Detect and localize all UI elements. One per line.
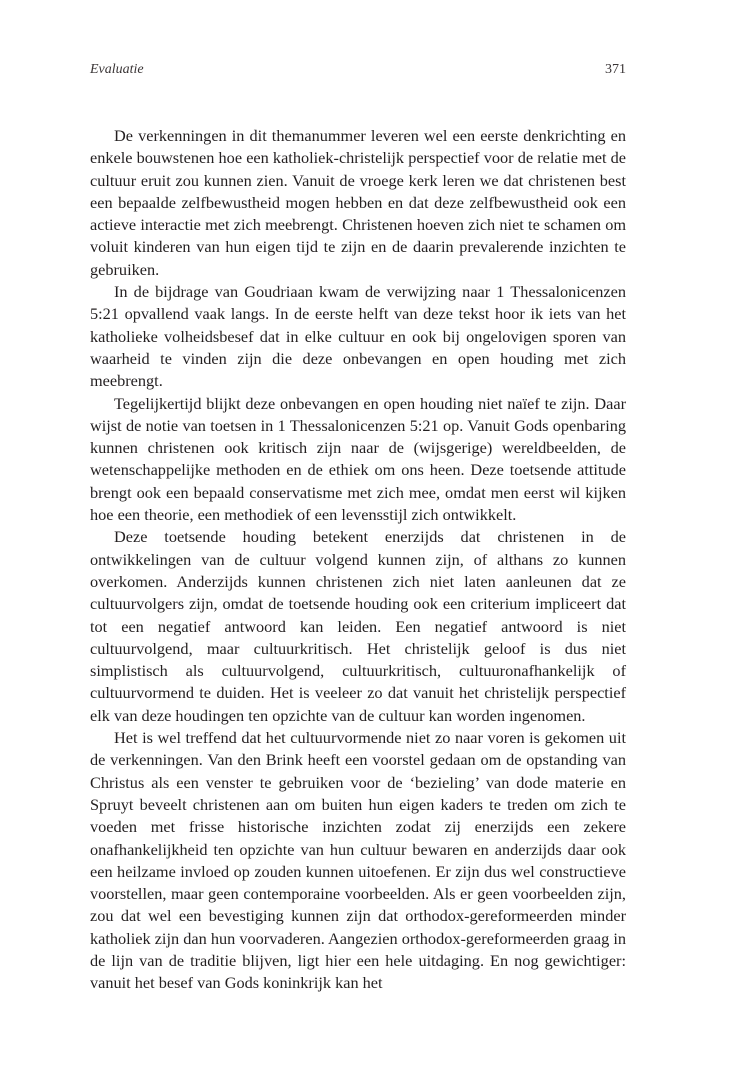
running-head <box>90 62 626 84</box>
paragraph: Het is wel treffend dat het cultuurvormende niet zo naar voren is gekomen uit de verkenningen. Van den Brink heeft een voorstel gedaan om de opstanding van Christus als een venster te gebruiken voor de ‘bezieling’ van dode materie en Spruyt beveelt christenen aan om buiten hun eigen kaders te treden om zich te voeden met frisse historische inzichten zodat zij enerzijds een zekere onafhankelijkheid ten opzichte van hun cultuur bewaren en anderzijds daar ook een heilzame invloed op zouden kunnen uitoefenen. Er zijn dus wel constructieve voorstellen, maar geen contemporaine voorbeelden. Als er geen voorbeelden zijn, zou dat wel een bevestiging kunnen zijn dat orthodox-gereformeerden minder katholiek zijn dan hun voorvaderen. Aangezien orthodox-gereformeerden graag in de lijn van de traditie blijven, ligt hier een hele uitdaging. En nog gewichtiger: vanuit het besef van Gods koninkrijk kan het <box>90 728 626 993</box>
paragraph: In de bijdrage van Goudriaan kwam de verwijzing naar 1 Thessalonicenzen 5:21 opvallend vaak langs. In de eerste helft van deze tekst hoor ik iets van het katholieke volheidsbesef dat in elke cultuur en ook bij ongelovigen sporen van waarheid te vinden zijn die deze onbevangen en open houding met zich meebrengt. <box>90 282 626 391</box>
running-title: Evaluatie <box>90 62 144 77</box>
paragraph: Deze toetsende houding betekent enerzijds dat christenen in de ontwikkelingen van de cultuur volgend kunnen zijn, of althans zo kunnen overkomen. Anderzijds kunnen christenen zich niet laten aanleunen dat ze cultuurvolgers zijn, omdat de toetsende houding ook een criterium impliceert dat tot een negatief antwoord kan leiden. Een negatief antwoord is niet cultuurvolgend, maar cultuurkritisch. Het christelijk geloof is dus niet simplistisch als cultuurvolgend, cultuurkritisch, cultuuronafhankelijk of cultuurvormend te duiden. Het is veeleer zo dat vanuit het christelijk perspectief elk van deze houdingen ten opzichte van de cultuur kan worden ingenomen. <box>90 527 626 725</box>
paragraph: De verkenningen in dit themanummer leveren wel een eerste denkrichting en enkele bouwstenen hoe een katholiek-christelijk perspectief voor de relatie met de cultuur eruit zou kunnen zien. Vanuit de vroege kerk leren we dat christenen best een bepaalde zelfbewustheid mogen hebben en dat deze zelfbewustheid ook een actieve interactie met zich meebrengt. Christenen hoeven zich niet te schamen om voluit kinderen van hun eigen tijd te zijn en de daarin prevalerende inzichten te gebruiken. <box>90 126 626 279</box>
body-text <box>90 125 626 995</box>
paragraph: Tegelijkertijd blijkt deze onbevangen en open houding niet naïef te zijn. Daar wijst de notie van toetsen in 1 Thessalonicenzen 5:21 op. Vanuit Gods openbaring kunnen christenen ook kritisch zijn naar de (wijsgerige) wereldbeelden, de wetenschappelijke methoden en de ethiek om ons heen. Deze toetsende attitude brengt ook een bepaald conservatisme met zich mee, omdat men eerst wil kijken hoe een theorie, een methodiek of een levensstijl zich ontwikkelt. <box>90 393 626 525</box>
page-number: 371 <box>605 62 626 77</box>
